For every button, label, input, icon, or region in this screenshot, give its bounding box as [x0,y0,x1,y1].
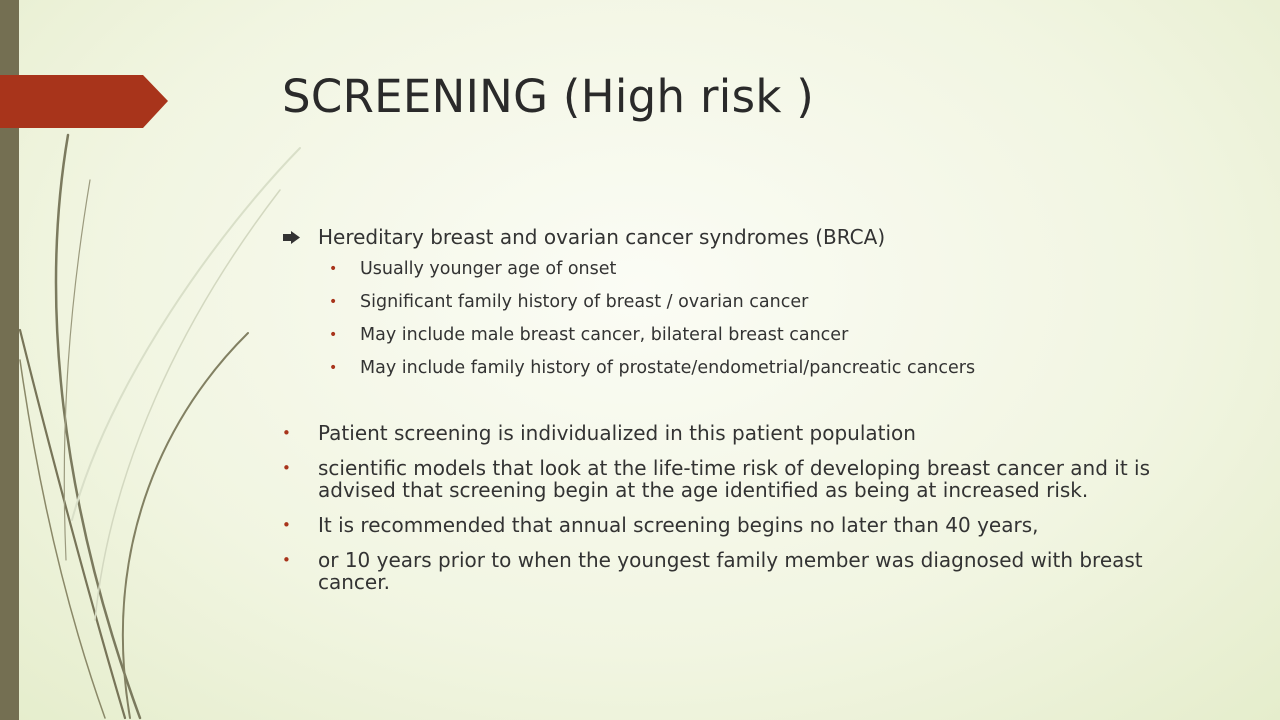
dot-bullet-icon: • [282,516,291,534]
sub-point-text: May include male breast cancer, bilateral breast cancer [360,325,849,345]
dot-bullet-icon: • [329,360,338,376]
sub-point-text: May include family history of prostate/endometrial/pancreatic cancers [360,358,976,378]
point-text: It is recommended that annual screening begins no later than 40 years, [318,513,1039,537]
point [282,422,1212,444]
main-point [282,226,1212,248]
sub-point-text: Usually younger age of onset [360,259,617,279]
dot-bullet-icon: • [282,459,291,477]
point [282,514,1212,536]
dot-bullet-icon: • [329,294,338,310]
sub-point [282,292,1212,312]
slide-content [282,226,1212,593]
point [282,549,1212,593]
sub-point [282,259,1212,279]
dot-bullet-icon: • [329,261,338,277]
point-text: or 10 years prior to when the youngest family member was diagnosed with breast cancer. [318,548,1143,594]
dot-bullet-icon: • [329,327,338,343]
dot-bullet-icon: • [282,551,291,569]
main-point-text: Hereditary breast and ovarian cancer syndromes (BRCA) [318,225,886,249]
point [282,457,1212,501]
title-accent-tab [0,75,170,128]
point-text: scientific models that look at the life-time risk of developing breast cancer and it is advised that screening begin at the age identified as being at increased risk. [318,456,1151,502]
point-text: Patient screening is individualized in this patient population [318,421,916,445]
sub-point [282,325,1212,345]
sub-point [282,358,1212,378]
dot-bullet-icon: • [282,424,291,442]
sub-point-text: Significant family history of breast / ovarian cancer [360,292,809,312]
slide-title: SCREENING (High risk ) [282,70,815,123]
